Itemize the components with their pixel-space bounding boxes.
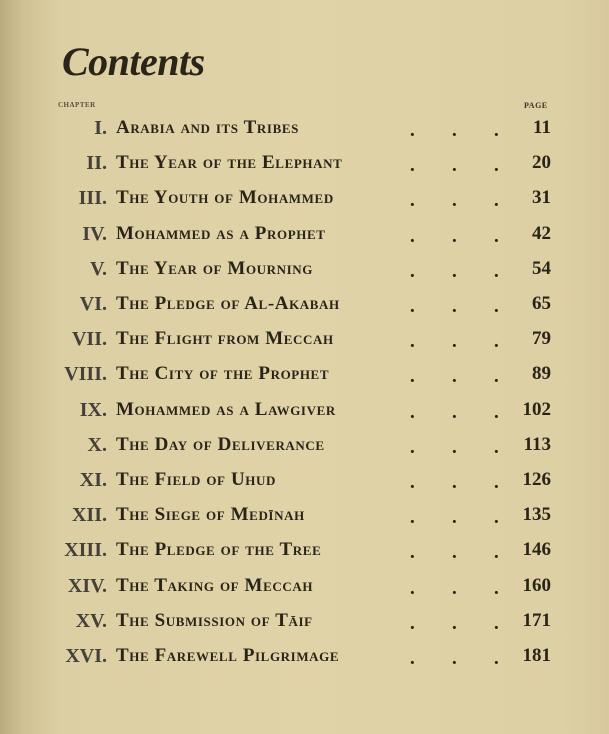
toc-entry (0, 504, 609, 534)
toc-entry (0, 434, 609, 464)
leader-dot: . (452, 331, 457, 353)
leader-dot: . (452, 472, 457, 493)
leader-dot: . (452, 366, 457, 388)
leader-dot: . (494, 120, 499, 141)
chapter-column-header: CHAPTER (58, 101, 96, 109)
leader-dot: . (452, 260, 457, 282)
leader-dot: . (494, 331, 499, 353)
page-number: 113 (523, 433, 551, 455)
leader-dot: . (410, 472, 415, 493)
leader-dot: . (494, 542, 499, 564)
leader-dot: . (452, 436, 457, 458)
leader-dot: . (410, 190, 415, 212)
chapter-title: The Field of Uhud (116, 469, 276, 490)
toc-entry (0, 363, 609, 393)
chapter-number: VIII. (64, 363, 107, 386)
toc-entry (0, 117, 609, 147)
page-number: 102 (522, 398, 551, 420)
toc-entry (0, 223, 609, 253)
toc-entry (0, 539, 609, 569)
leader-dot: . (452, 542, 457, 564)
leader-dot: . (452, 507, 457, 529)
leader-dot: . (452, 401, 457, 423)
toc-entry (0, 258, 609, 288)
leader-dot: . (452, 612, 457, 634)
leader-dot: . (410, 120, 415, 141)
chapter-number: III. (78, 187, 107, 210)
chapter-title: The Pledge of the Tree (116, 539, 322, 561)
leader-dot: . (410, 225, 415, 247)
leader-dot: . (494, 190, 499, 212)
page-number: 31 (532, 187, 551, 209)
leader-dot: . (494, 225, 499, 247)
leader-dot: . (494, 472, 499, 493)
leader-dot: . (494, 507, 499, 529)
toc-entry (0, 645, 609, 675)
leader-dot: . (410, 401, 415, 423)
leader-dot: . (410, 260, 415, 282)
chapter-number: VI. (79, 293, 107, 315)
chapter-number: VII. (71, 328, 107, 351)
page-number: 89 (532, 363, 551, 385)
toc-entry (0, 328, 609, 358)
chapter-number: XIII. (64, 539, 107, 562)
leader-dot: . (410, 436, 415, 458)
leader-dot: . (494, 577, 499, 599)
leader-dot: . (452, 577, 457, 599)
page-title: Contents (62, 39, 205, 84)
leader-dot: . (410, 155, 415, 177)
leader-dot: . (452, 648, 457, 669)
chapter-title: Mohammed as a Prophet (116, 222, 326, 244)
leader-dot: . (494, 366, 499, 388)
leader-dot: . (410, 507, 415, 529)
leader-dot: . (410, 612, 415, 634)
leader-dot: . (452, 190, 457, 212)
chapter-title: The Year of the Elephant (116, 152, 343, 174)
leader-dot: . (410, 296, 415, 317)
page-number: 160 (522, 574, 551, 596)
chapter-number: XI. (79, 469, 107, 491)
leader-dot: . (494, 296, 499, 317)
leader-dot: . (494, 648, 499, 669)
chapter-number: I. (94, 117, 107, 139)
leader-dot: . (452, 120, 457, 141)
chapter-title: The Youth of Mohammed (116, 187, 334, 209)
leader-dot: . (494, 401, 499, 423)
chapter-number: XVI. (65, 645, 107, 667)
page-number: 171 (522, 609, 551, 631)
chapter-title: Mohammed as a Lawgiver (116, 398, 336, 420)
leader-dot: . (494, 612, 499, 634)
chapter-title: The Farewell Pilgrimage (116, 645, 340, 666)
chapter-title: The Flight from Meccah (116, 328, 334, 350)
chapter-title: The Taking of Meccah (116, 574, 314, 596)
chapter-number: XII. (71, 504, 107, 527)
chapter-title: The Siege of Medīnah (116, 504, 305, 526)
toc-entry (0, 293, 609, 323)
leader-dot: . (410, 331, 415, 353)
page-number: 135 (522, 504, 551, 526)
chapter-number: XIV. (67, 574, 107, 597)
chapter-title: The Submission of Tāif (116, 609, 313, 631)
leader-dot: . (452, 225, 457, 247)
chapter-title: The City of the Prophet (116, 363, 330, 385)
chapter-number: IV. (82, 222, 107, 245)
chapter-number: XV. (75, 609, 107, 632)
chapter-number: V. (90, 257, 107, 280)
toc-entry (0, 610, 609, 640)
toc-entry (0, 187, 609, 217)
toc-entry (0, 575, 609, 605)
chapter-title: The Day of Deliverance (116, 433, 325, 455)
page-number: 146 (522, 539, 551, 561)
page-number: 54 (532, 257, 551, 279)
leader-dot: . (494, 155, 499, 177)
leader-dot: . (452, 296, 457, 317)
page-number: 181 (522, 645, 551, 666)
leader-dot: . (452, 155, 457, 177)
page-number: 65 (532, 293, 551, 314)
chapter-number: X. (87, 433, 107, 456)
page-column-header: PAGE (524, 101, 548, 110)
toc-entry (0, 399, 609, 429)
page-number: 42 (532, 222, 551, 244)
leader-dot: . (410, 577, 415, 599)
chapter-title: Arabia and its Tribes (116, 117, 299, 138)
leader-dot: . (494, 436, 499, 458)
leader-dot: . (410, 366, 415, 388)
chapter-number: IX. (79, 398, 107, 421)
chapter-title: The Pledge of Al-Akabah (116, 293, 340, 314)
toc-entry (0, 469, 609, 499)
chapter-number: II. (86, 152, 107, 175)
page-number: 126 (522, 469, 551, 490)
toc-entry (0, 152, 609, 182)
leader-dot: . (410, 648, 415, 669)
leader-dot: . (494, 260, 499, 282)
page-number: 11 (533, 117, 551, 138)
leader-dot: . (410, 542, 415, 564)
page-number: 20 (532, 152, 551, 174)
page-number: 79 (532, 328, 551, 350)
chapter-title: The Year of Mourning (116, 257, 313, 279)
